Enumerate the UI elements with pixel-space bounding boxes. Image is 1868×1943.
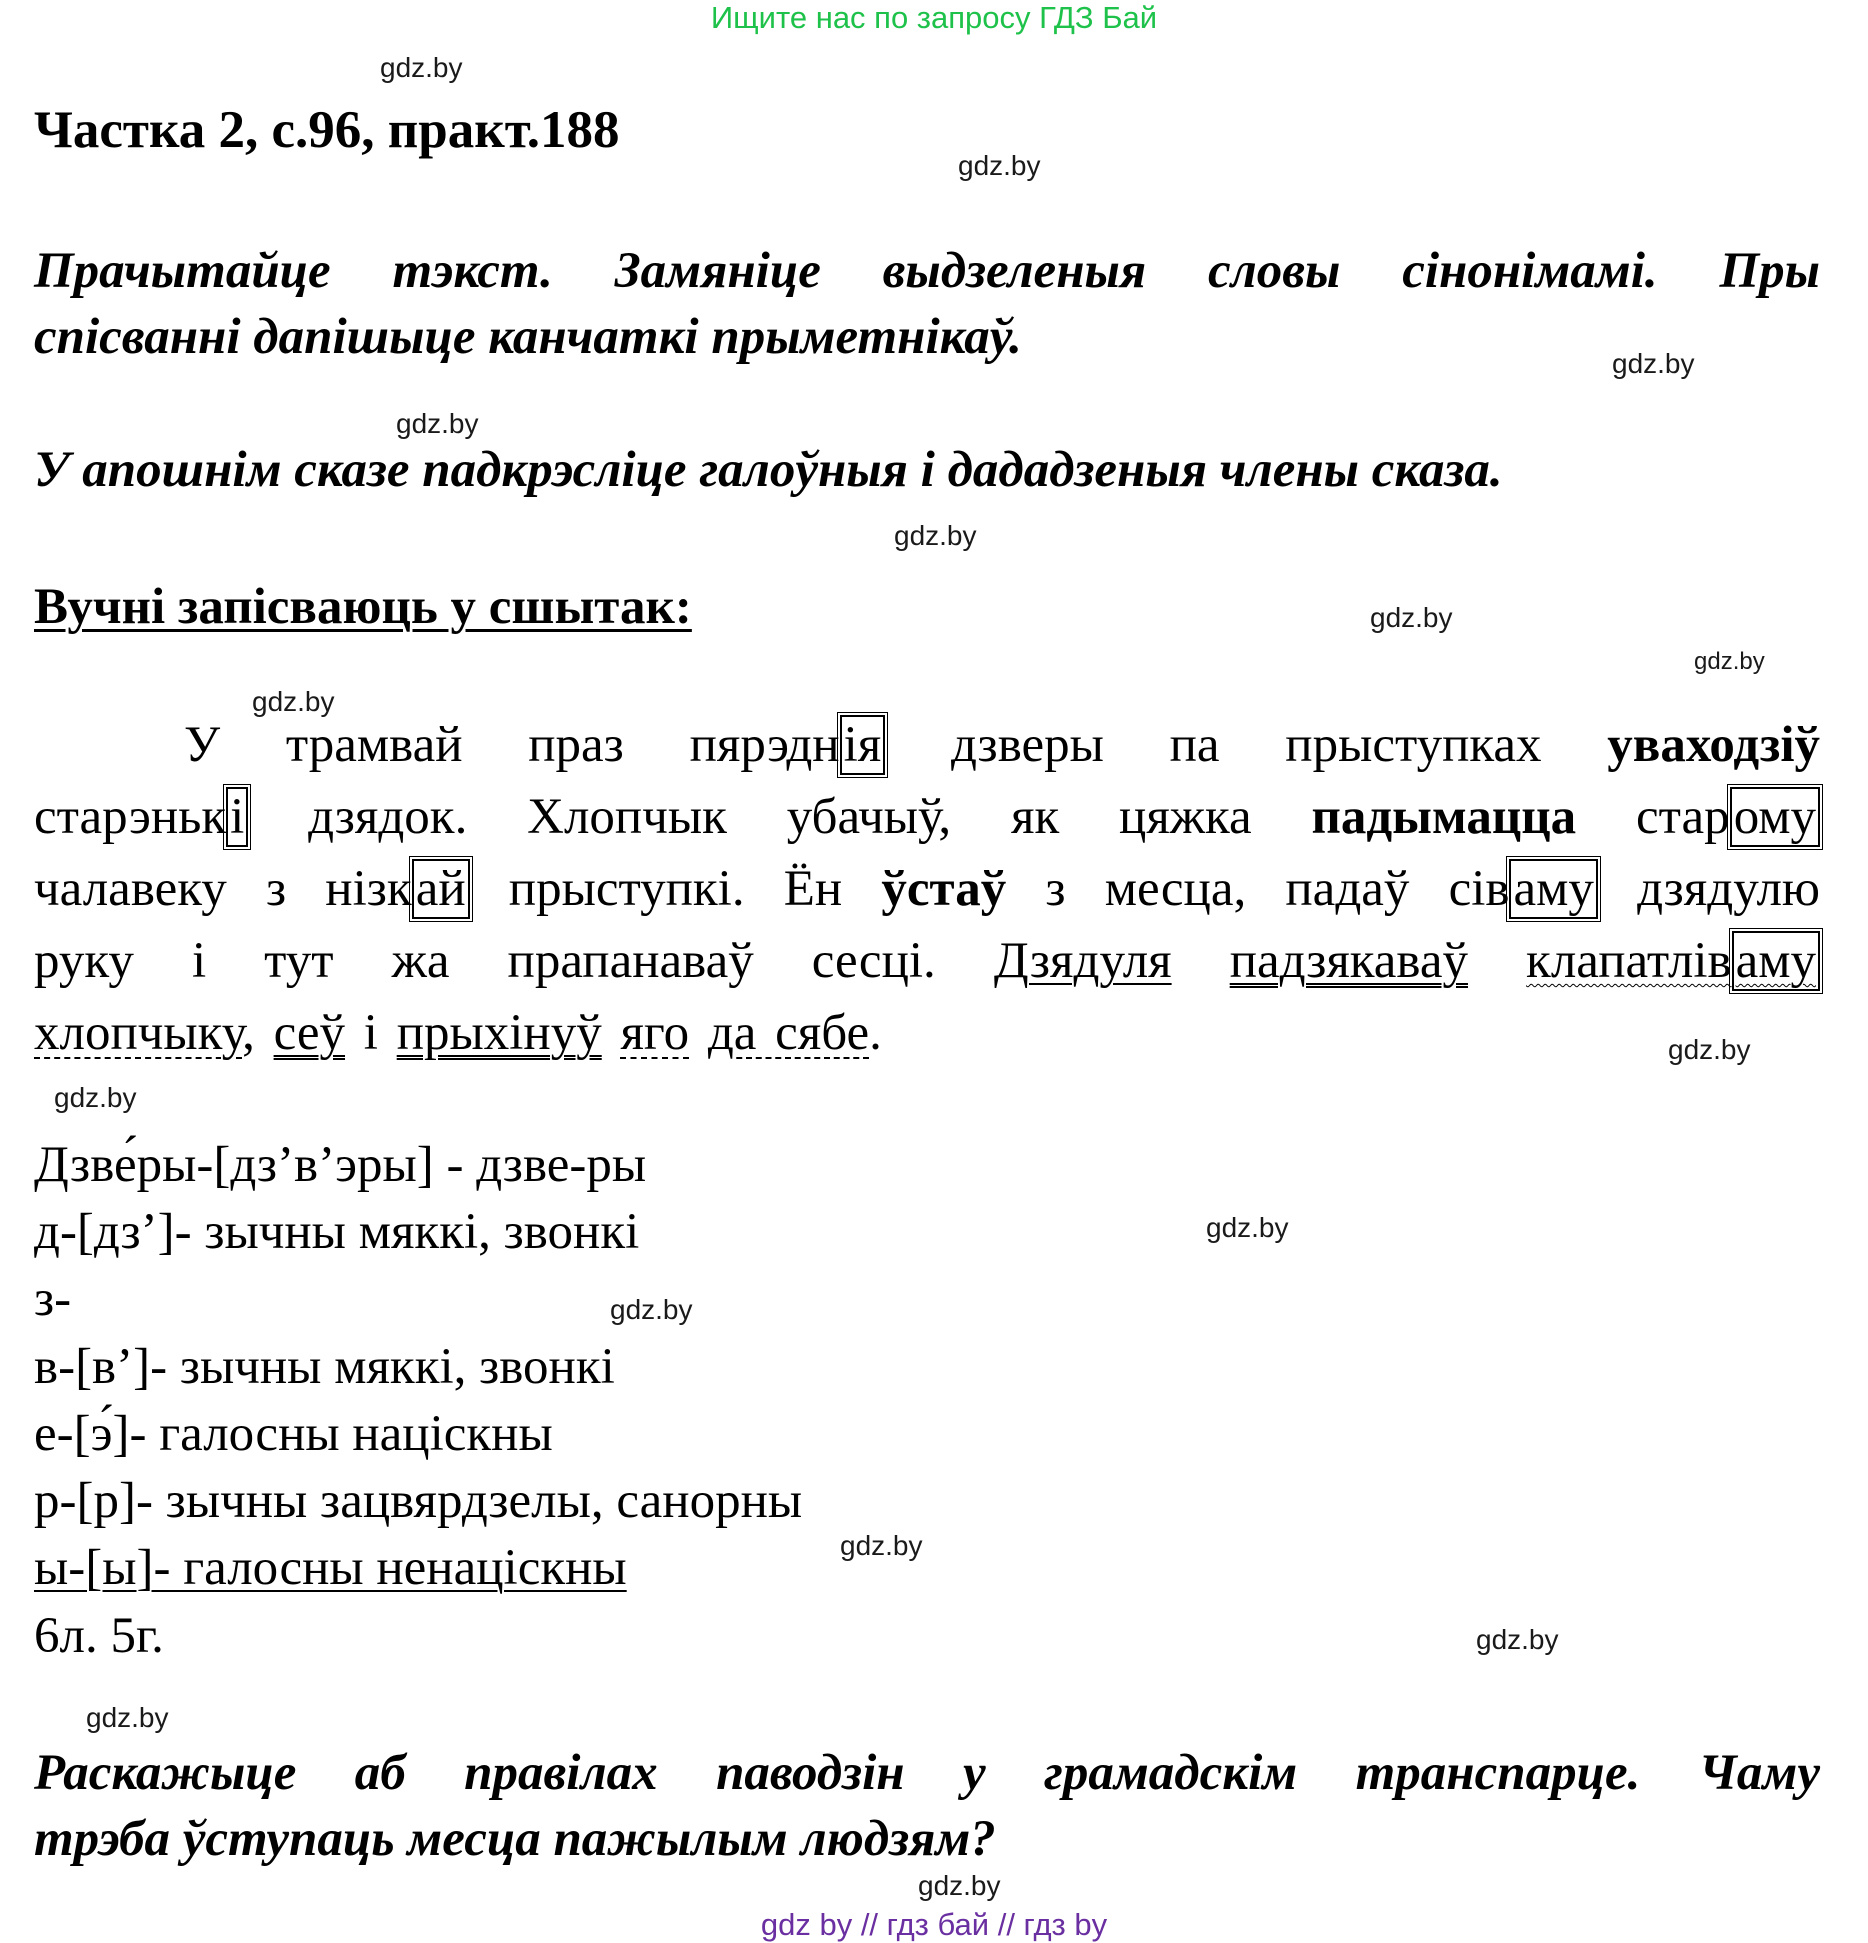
watermark: gdz.by: [1694, 648, 1765, 675]
section-title: Вучні запісваюць у сшытак:: [34, 579, 692, 635]
page-title: Частка 2, с.96, практ.188: [34, 101, 620, 159]
task-3-line-1: Раскажыце аб правілах паводзін у грамадскім транспарце. Чаму: [34, 1745, 1820, 1801]
watermark: gdz.by: [1206, 1212, 1289, 1243]
paragraph-line-3: чалавеку з нізкай прыступкі. Ён ўстаў з месца, падаў сіваму дзядулю: [34, 861, 1820, 917]
watermark: gdz.by: [380, 52, 463, 83]
watermark: gdz.by: [86, 1702, 169, 1733]
ending-box: і: [226, 787, 248, 847]
letter-sound-count: 6л. 5г.: [34, 1608, 164, 1664]
ending-box: аму: [1732, 931, 1820, 991]
phonetic-line: в-[в’]- зычны мяккі, звонкі: [34, 1339, 615, 1395]
attribute: клапатлів: [1526, 933, 1732, 989]
ending-box: ія: [840, 715, 886, 775]
watermark: gdz.by: [1612, 348, 1695, 379]
phonetic-line: з-: [34, 1271, 72, 1327]
paragraph-line-4: руку і тут жа прапанаваў сесці. Дзядуля падзякаваў клапатліваму: [34, 925, 1820, 997]
task-3-line-2: трэба ўступаць месца пажылым людзям?: [34, 1811, 996, 1867]
adverbial: да сябе: [707, 1005, 870, 1061]
bold-word: уваходзіў: [1607, 717, 1821, 773]
phonetic-line: д-[дз’]- зычны мяккі, звонкі: [34, 1204, 640, 1260]
watermark: gdz.by: [252, 686, 335, 717]
object: яго: [620, 1005, 690, 1061]
top-banner[interactable]: Ищите нас по запросу ГДЗ Бай: [710, 0, 1158, 35]
bold-word: падымацца: [1311, 789, 1577, 845]
watermark: gdz.by: [918, 1870, 1001, 1901]
predicate: прыхінуў: [396, 1005, 602, 1061]
bold-word: ўстаў: [881, 861, 1007, 917]
phonetic-line: Дзве́ры-[дз’в’эры] - дзве-ры: [34, 1137, 647, 1193]
ending-box: ай: [412, 859, 470, 919]
task-2: У апошнім сказе падкрэсліце галоўныя і дададзеныя члены сказа.: [34, 442, 1503, 498]
task-line-2: спісванні дапішыце канчаткі прыметнікаў.: [34, 309, 1022, 365]
footer-links[interactable]: gdz by // гдз бай // гдз by: [760, 1907, 1108, 1942]
watermark: gdz.by: [1370, 602, 1453, 633]
watermark: gdz.by: [894, 520, 977, 551]
watermark: gdz.by: [958, 150, 1041, 181]
watermark: gdz.by: [54, 1082, 137, 1113]
watermark: gdz.by: [1476, 1624, 1559, 1655]
paragraph-line-5: хлопчыку, сеў і прыхінуў яго да сябе.: [34, 1005, 882, 1061]
ending-box: ому: [1730, 787, 1820, 847]
phonetic-line: р-[р]- зычны зацвярдзелы, санорны: [34, 1473, 803, 1529]
watermark: gdz.by: [396, 408, 479, 439]
subject: Дзядуля: [993, 933, 1172, 989]
task-line-1: Прачытайце тэкст. Замяніце выдзеленыя словы сінонімамі. Пры: [34, 243, 1820, 299]
object: хлопчыку: [34, 1005, 243, 1061]
predicate: падзякаваў: [1229, 933, 1468, 989]
phonetic-line: е-[э́]- галосны націскны: [34, 1406, 553, 1462]
paragraph-line-2: старэнькі дзядок. Хлопчык убачыў, як цяжка падымацца старому: [34, 781, 1820, 853]
phonetic-line: ы-[ы]- галосны ненаціскны: [34, 1540, 627, 1596]
watermark: gdz.by: [610, 1294, 693, 1325]
watermark: gdz.by: [1668, 1034, 1751, 1065]
watermark: gdz.by: [840, 1530, 923, 1561]
predicate: сеў: [273, 1005, 346, 1061]
ending-box: аму: [1509, 859, 1597, 919]
paragraph-line-1: У трамвай праз пярэднія дзверы па прыступках уваходзіў: [184, 717, 1821, 773]
